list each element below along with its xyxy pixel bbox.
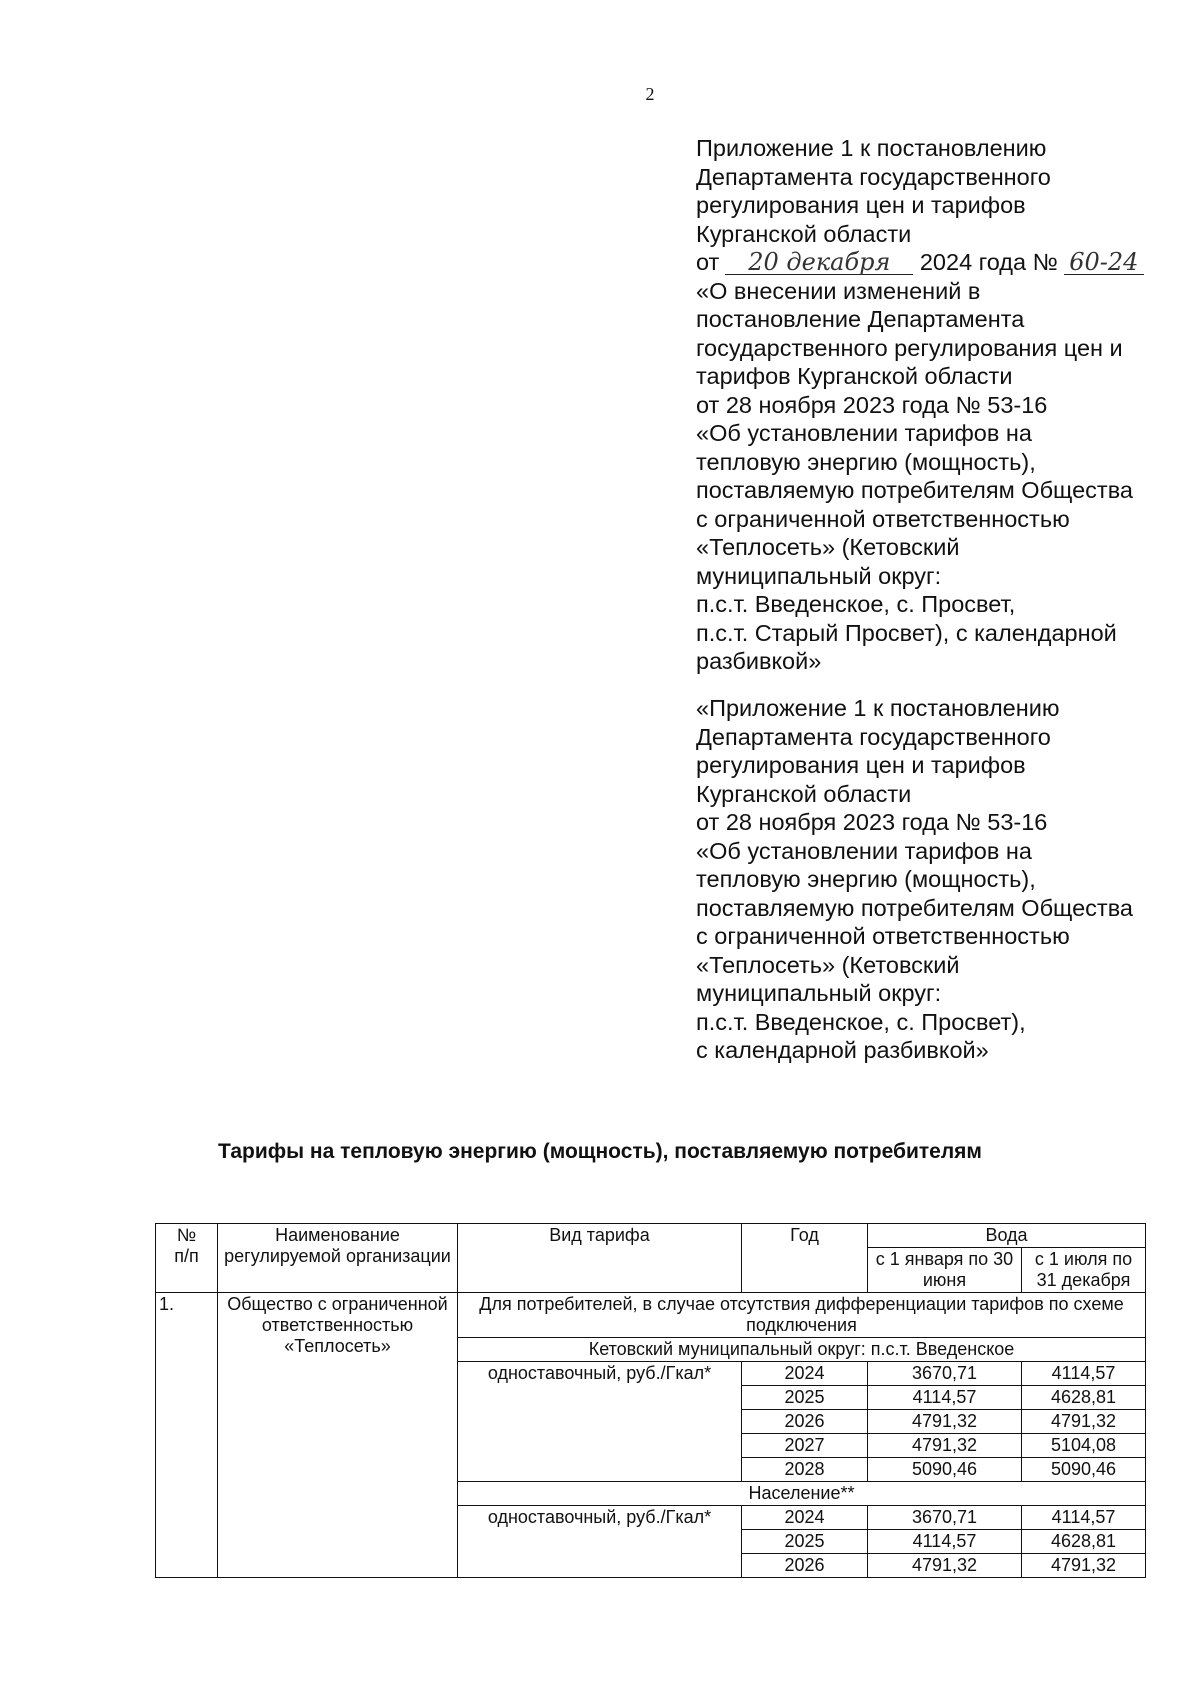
annex-line: п.с.т. Введенское, с. Просвет), [696,1008,1026,1035]
annex-current-rest [696,277,1166,676]
header-tariff-type: Вид тарифа [458,1224,742,1293]
header-number-line: п/п [174,1246,199,1266]
annex-line: с календарной разбивкой» [696,1037,989,1063]
period-2-value: 4791,32 [1022,1554,1146,1578]
table-title: Тарифы на тепловую энергию (мощность), поставляемую потребителям [218,1140,982,1163]
header-number [156,1224,218,1293]
period-2-value: 4114,57 [1022,1506,1146,1530]
annex-line: с ограниченной ответственностью [696,505,1070,532]
annex-line: п.с.т. Введенское, с. Просвет, [696,591,1016,617]
organization-name: Общество с ограниченной ответственностью «Теплосеть» [218,1293,458,1578]
period-1-value: 4791,32 [868,1410,1022,1434]
annex-line: «Приложение 1 к постановлению [696,695,1060,721]
tariff-table [155,1223,1146,1578]
section-header: Кетовский муниципальный округ: п.с.т. Введенское [458,1338,1146,1362]
period-2-value: 4791,32 [1022,1410,1146,1434]
annex-line: тепловую энергию (мощность), [696,448,1036,475]
annex-line: тарифов Курганской области [696,363,1013,389]
period-1-value: 4114,57 [868,1530,1022,1554]
annex-line: разбивкой» [696,648,822,674]
annex-original-header [696,694,1166,1065]
annex-line: регулирования цен и тарифов [696,752,1026,778]
period-1-value: 4114,57 [868,1386,1022,1410]
year-cell: 2026 [742,1554,868,1578]
annex-line: от 28 ноября 2023 года № 53-16 [696,809,1048,835]
annex-line: «Теплосеть» (Кетовский [696,534,960,560]
annex-line: «О внесении изменений в [696,277,981,304]
header-org-name: Наименование регулируемой организации [218,1224,458,1293]
handwritten-date: 20 декабря [725,250,913,275]
year-cell: 2024 [742,1362,868,1386]
tariff-type-cell: одноставочный, руб./Гкал* [458,1506,742,1578]
annex-line: с ограниченной ответственностью [696,923,1070,949]
period-1-value: 4791,32 [868,1554,1022,1578]
period-1-value: 3670,71 [868,1506,1022,1530]
annex-current-header [696,134,1166,676]
annex-line: поставляемую потребителям Общества [696,477,1133,503]
date-prefix: от [696,249,720,275]
period-1-value: 4791,32 [868,1434,1022,1458]
tariff-table-body [156,1293,1146,1578]
annex-line: Курганской области [696,780,912,807]
year-cell: 2028 [742,1458,868,1482]
page-number: 2 [645,84,655,104]
date-suffix: 2024 года № [919,249,1058,275]
year-cell: 2025 [742,1530,868,1554]
header-water: Вода [868,1224,1146,1248]
row-number: 1. [156,1293,218,1578]
year-cell: 2025 [742,1386,868,1410]
header-year: Год [742,1224,868,1293]
header-number-line: № [176,1225,197,1245]
handwritten-number: 60-24 [1064,250,1144,275]
period-2-value: 5090,46 [1022,1458,1146,1482]
annex-line: муниципальный округ: [696,980,942,1006]
year-cell: 2027 [742,1434,868,1458]
annex-line: «Теплосеть» (Кетовский [696,951,960,978]
annex-line: Департамента государственного [696,723,1051,750]
period-1-value: 3670,71 [868,1362,1022,1386]
period-2-value: 4628,81 [1022,1530,1146,1554]
annex-line: «Об установлении тарифов на [696,420,1032,446]
period-1-value: 5090,46 [868,1458,1022,1482]
annex-line: Курганской области [696,220,912,247]
annex-date-line [696,248,1166,277]
header-period-2: с 1 июля по 31 декабря [1022,1248,1146,1293]
tariff-type-cell: одноставочный, руб./Гкал* [458,1362,742,1482]
annex-line: поставляемую потребителям Общества [696,894,1133,921]
year-cell: 2024 [742,1506,868,1530]
section-header: Население** [458,1482,1146,1506]
annex-line: п.с.т. Старый Просвет), с календарной [696,619,1117,646]
annex-line: «Об установлении тарифов на [696,837,1032,864]
annex-line: от 28 ноября 2023 года № 53-16 [696,391,1048,418]
period-2-value: 5104,08 [1022,1434,1146,1458]
annex-line: Приложение 1 к постановлению [696,135,1047,161]
period-2-value: 4628,81 [1022,1386,1146,1410]
group-header: Для потребителей, в случае отсутствия дифференциации тарифов по схеме подключения [458,1293,1146,1338]
period-2-value: 4114,57 [1022,1362,1146,1386]
header-period-1: с 1 января по 30 июня [868,1248,1022,1293]
year-cell: 2026 [742,1410,868,1434]
annex-line: государственного регулирования цен и [696,334,1123,361]
annex-line: муниципальный округ: [696,562,942,589]
annex-line: тепловую энергию (мощность), [696,866,1036,892]
annex-line: Департамента государственного [696,163,1051,190]
annex-line: регулирования цен и тарифов [696,192,1026,218]
annex-line: постановление Департамента [696,306,1025,332]
